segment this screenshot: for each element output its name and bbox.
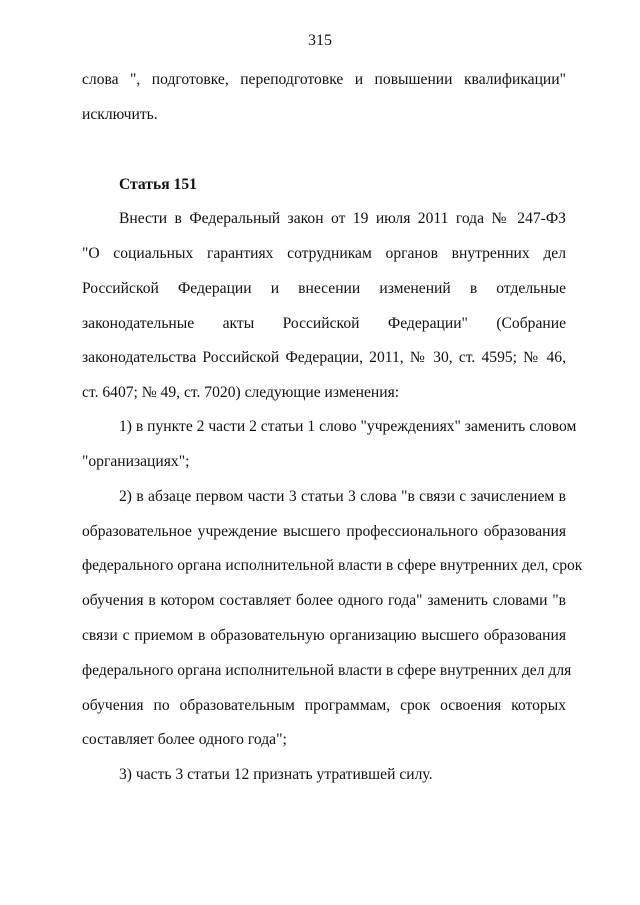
page-number: 315 xyxy=(308,32,332,49)
text-line: "организациях"; xyxy=(82,453,190,470)
text-line: федерального органа исполнительной власти в сфере внутренних дел для xyxy=(82,662,572,679)
text-line: образовательное учреждение высшего профессионального образования xyxy=(82,523,566,540)
text-line: исключить. xyxy=(82,106,158,123)
text-line: ст. 6407; № 49, ст. 7020) следующие изменения: xyxy=(82,384,400,401)
text-line: 3) часть 3 статьи 12 признать утратившей силу. xyxy=(119,766,433,783)
text-line: федерального органа исполнительной власти в сфере внутренних дел, срок xyxy=(82,557,583,574)
text-line: связи с приемом в образовательную организацию высшего образования xyxy=(82,627,566,644)
text-line: 1) в пункте 2 части 2 статьи 1 слово "учреждениях" заменить словом xyxy=(119,418,577,435)
text-line: слова ", подготовке, переподготовке и повышении квалификации" xyxy=(82,71,566,88)
text-line: Российской Федерации и внесении изменений в отдельные xyxy=(82,280,566,297)
text-line: обучения по образовательным программам, срок освоения которых xyxy=(82,697,566,714)
text-line: Внести в Федеральный закон от 19 июля 2011 года № 247-ФЗ xyxy=(119,210,566,227)
text-line: законодательные акты Российской Федерации" (Собрание xyxy=(82,315,566,332)
text-line: 2) в абзаце первом части 3 статьи 3 слова "в связи с зачислением в xyxy=(119,488,566,505)
text-line: составляет более одного года"; xyxy=(82,731,287,748)
article-title: Статья 151 xyxy=(119,176,197,193)
text-line: "О социальных гарантиях сотрудникам органов внутренних дел xyxy=(82,245,566,262)
text-line: обучения в котором составляет более одного года" заменить словами "в xyxy=(82,592,566,609)
text-line: законодательства Российской Федерации, 2011, № 30, ст. 4595; № 46, xyxy=(82,349,566,366)
